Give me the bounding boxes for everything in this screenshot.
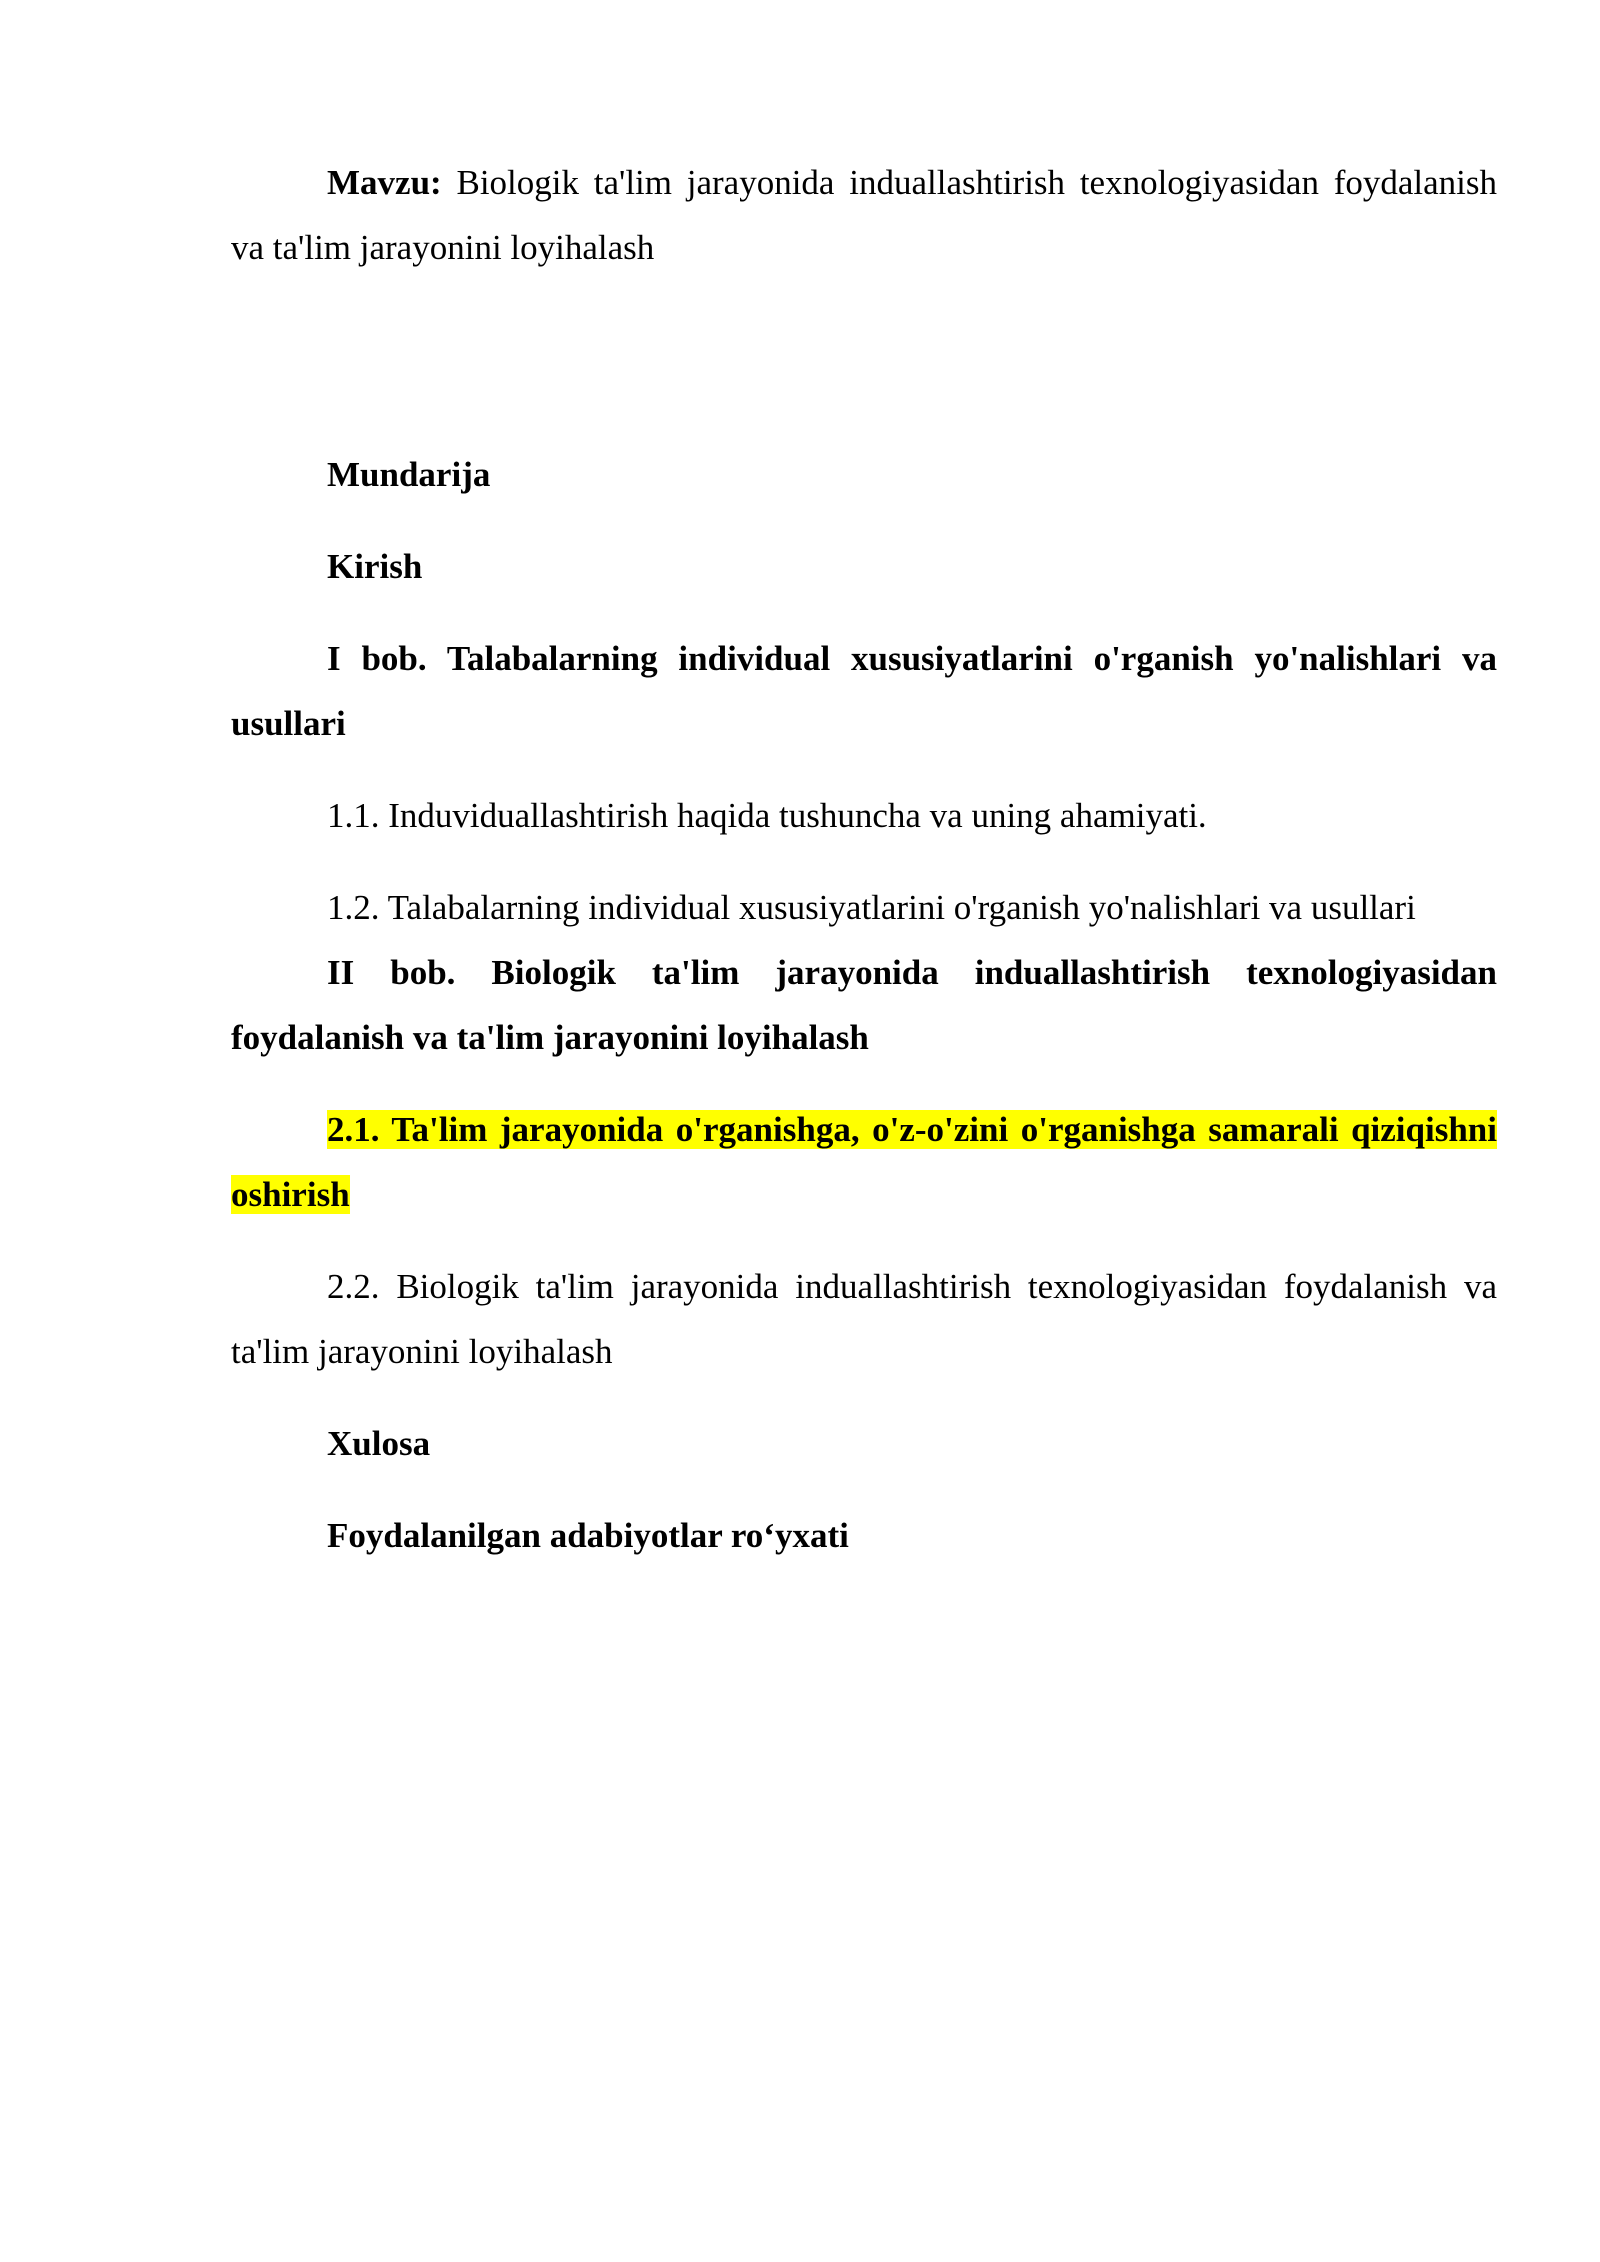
toc-heading: Mundarija bbox=[327, 455, 491, 494]
toc-intro: Kirish bbox=[327, 547, 423, 586]
topic-paragraph bbox=[231, 150, 1497, 280]
topic-text: Biologik ta'lim jarayonida induallashtirish texnologiyasidan foydalanish va ta'lim jarayonini loyihalash bbox=[231, 163, 1497, 267]
toc-chapter-1: I bob. Talabalarning individual xususiyatlarini o'rganish yo'nalishlari va usullari bbox=[231, 639, 1497, 743]
document-body bbox=[231, 150, 1497, 1568]
toc-section-1-1: 1.1. Induviduallashtirish haqida tushuncha va uning ahamiyati. bbox=[327, 796, 1207, 835]
highlighted-text: 2.1. Ta'lim jarayonida o'rganishga, o'z-o'zini o'rganishga samarali qiziqishni oshirish bbox=[231, 1110, 1497, 1214]
toc-conclusion: Xulosa bbox=[327, 1424, 431, 1463]
toc-references: Foydalanilgan adabiyotlar ro‘yxati bbox=[327, 1516, 849, 1555]
toc-section-1-2: 1.2. Talabalarning individual xususiyatlarini o'rganish yo'nalishlari va usullari bbox=[327, 888, 1416, 927]
topic-label: Mavzu: bbox=[327, 163, 442, 202]
toc-section-2-2: 2.2. Biologik ta'lim jarayonida induallashtirish texnologiyasidan foydalanish va ta'lim jarayonini loyihalash bbox=[231, 1267, 1497, 1371]
toc-chapter-2: II bob. Biologik ta'lim jarayonida induallashtirish texnologiyasidan foydalanish va ta'lim jarayonini loyihalash bbox=[231, 953, 1497, 1057]
toc-section-2-1 bbox=[231, 1097, 1497, 1227]
